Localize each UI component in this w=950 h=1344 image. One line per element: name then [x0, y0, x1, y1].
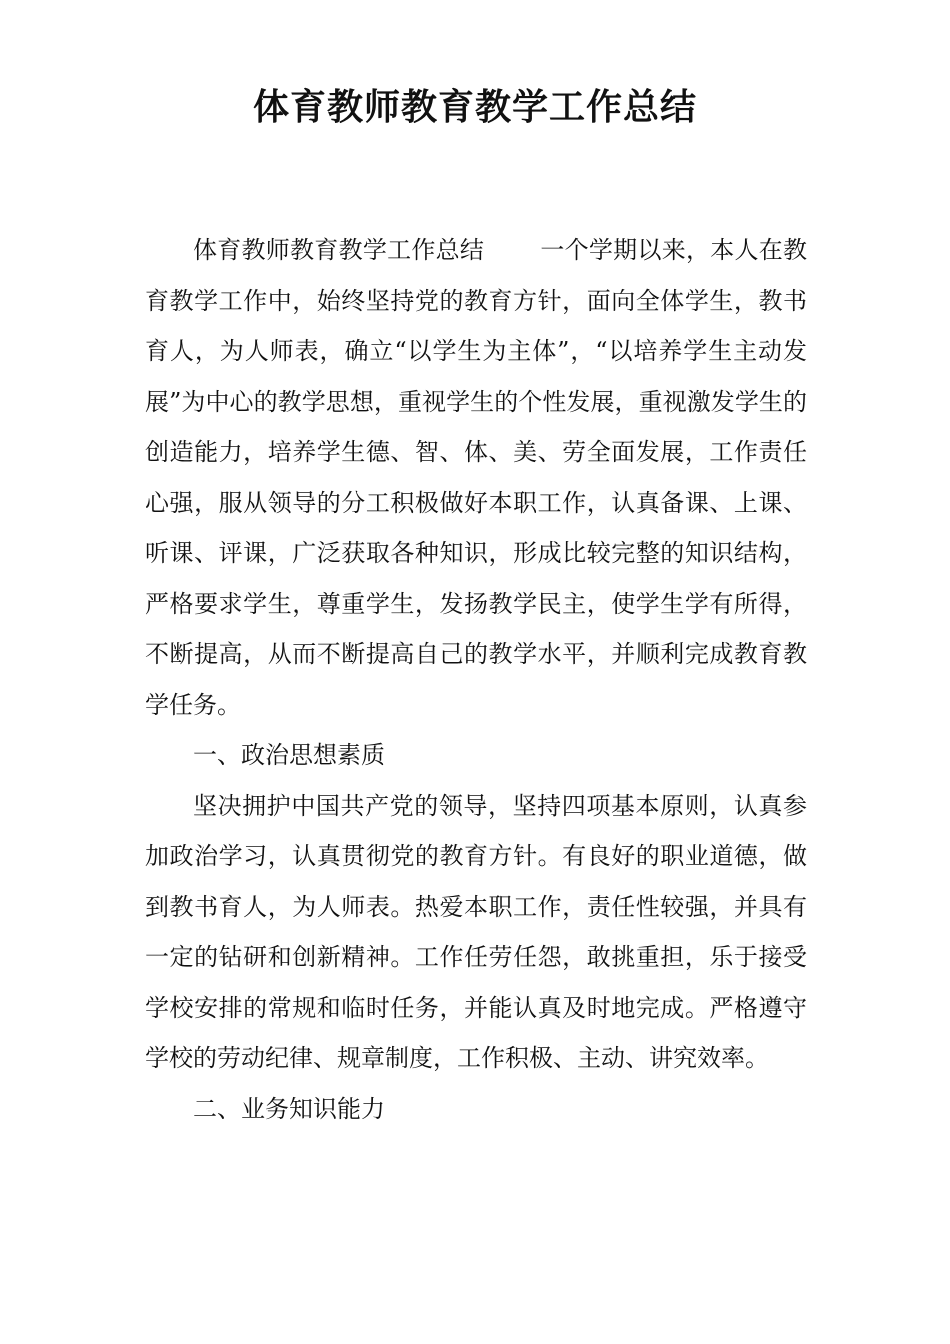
- document-title: 体育教师教育教学工作总结: [252, 87, 697, 128]
- section-paragraph-politics: 坚决拥护中国共产党的领导，坚持四项基本原则，认真参加政治学习，认真贯彻党的教育方针。有良好的职业道德，做到教书育人，为人师表。热爱本职工作，责任性较强，并具有一定的钻研和创新精神。工作任劳任怨，敢挑重担，乐于接受学校安排的常规和临时任务，并能认真及时地完成。严格遵守学校的劳动纪律、规章制度，工作积极、主动、讲究效率。: [145, 791, 807, 1072]
- document-body: [145, 225, 807, 1134]
- intro-paragraph: [145, 225, 807, 730]
- intro-heading: 体育教师教育教学工作总结: [193, 236, 485, 264]
- section-heading-professional: 二、业务知识能力: [193, 1094, 385, 1123]
- section-heading-politics: 一、政治思想素质: [193, 741, 385, 769]
- intro-text: 一个学期以来，本人在教育教学工作中，始终坚持党的教育方针，面向全体学生，教书育人，为人师表，确立“以学生为主体”，“以培养学生主动发展”为中心的教学思想，重视学生的个性发展，重视激发学生的创造能力，培养学生德、智、体、美、劳全面发展，工作责任心强，服从领导的分工积极做好本职工作，认真备课、上课、听课、评课，广泛获取各种知识，形成比较完整的知识结构，严格要求学生，尊重学生，发扬教学民主，使学生学有所得，不断提高，从而不断提高自己的教学水平，并顺利完成教育教学任务。: [145, 236, 808, 719]
